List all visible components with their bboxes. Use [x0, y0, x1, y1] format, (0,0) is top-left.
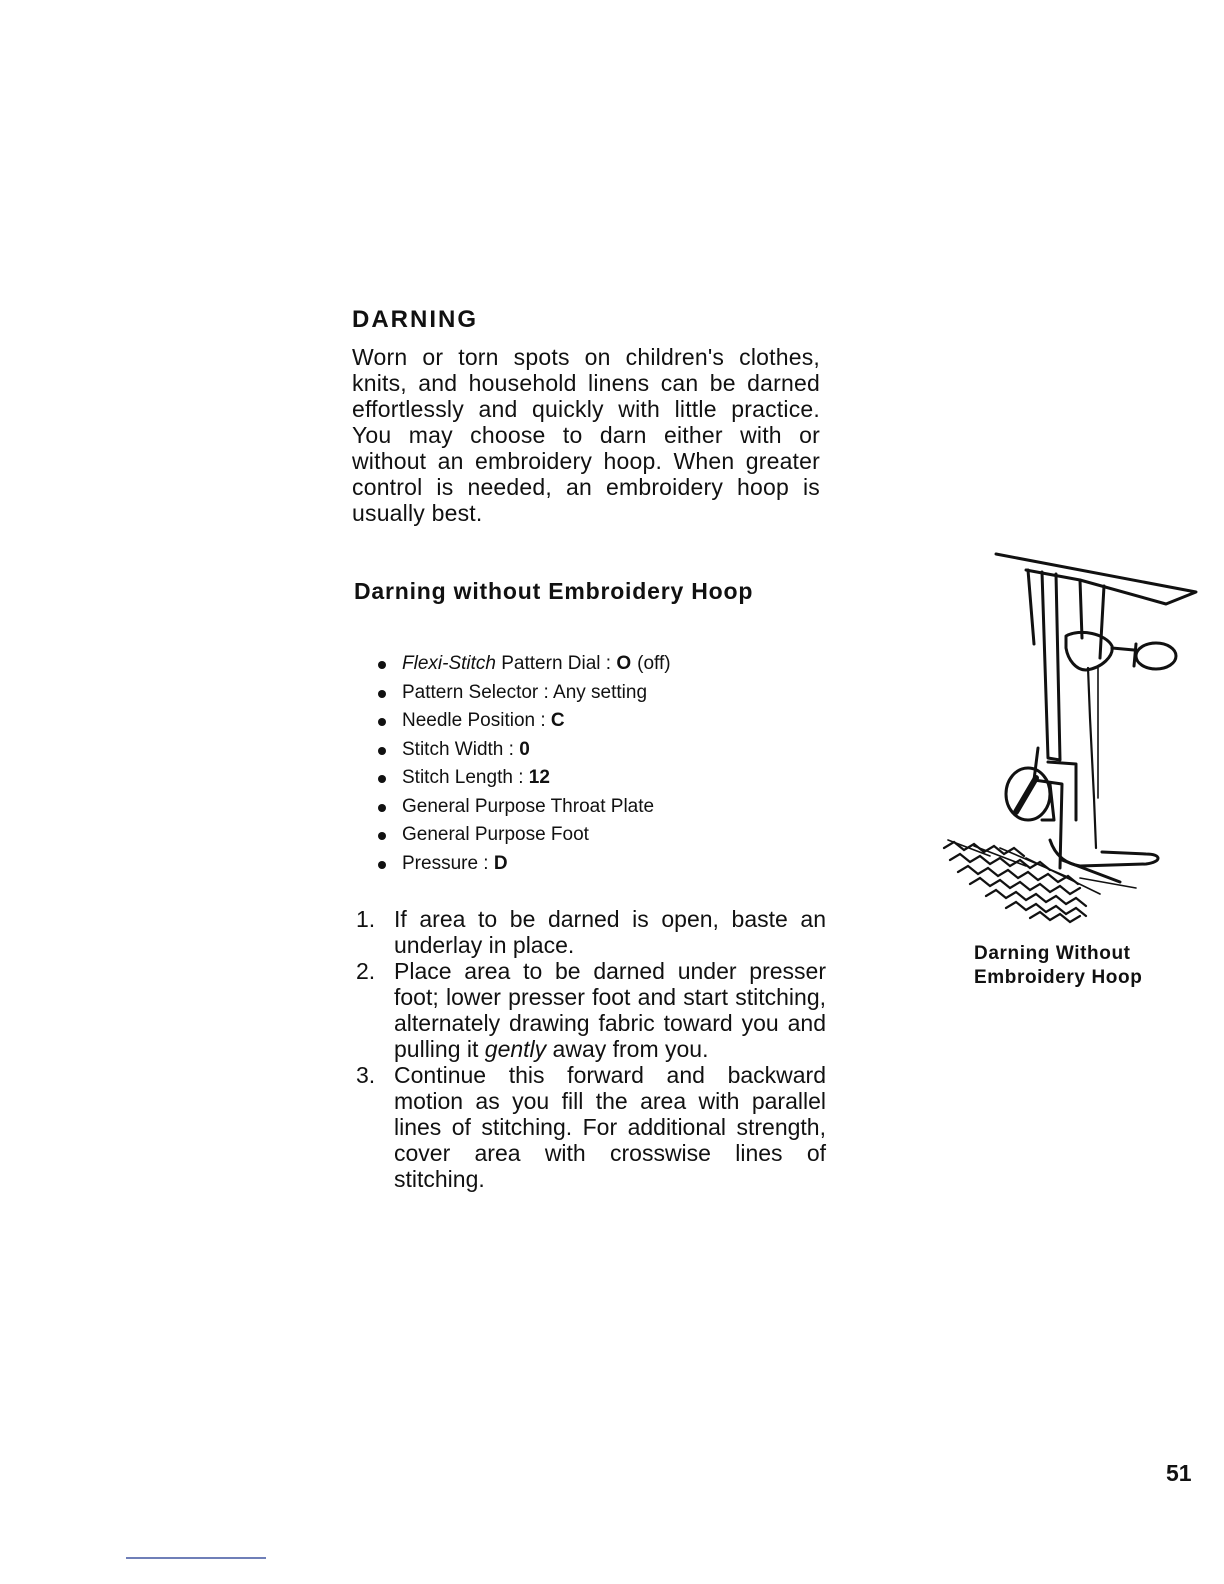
- bullet-icon: [378, 861, 386, 869]
- step-text-before: Place area to be darned under presser foot; lower presser foot and start stitching, alternately drawing fabric toward you and pulling it: [394, 958, 826, 1062]
- step-3: [356, 1062, 826, 1192]
- setting-pressure: [376, 850, 671, 879]
- setting-value: O: [616, 653, 632, 674]
- caption-line-1: Darning Without: [974, 943, 1131, 964]
- step-text: If area to be darned is open, baste an underlay in place.: [394, 906, 826, 958]
- step-text: Continue this forward and backward motion as you fill the area with parallel lines of stitching. For additional strength, cover area with crosswise lines of stitching.: [394, 1062, 826, 1192]
- setting-value: D: [493, 852, 508, 874]
- step-number: 3.: [356, 1062, 376, 1088]
- needle: [1088, 668, 1096, 848]
- setting-stitch-width: [376, 736, 671, 765]
- bullet-icon: [378, 690, 386, 698]
- step-text-emphasis: gently: [484, 1036, 547, 1062]
- settings-list: [376, 650, 671, 878]
- steps-list: [356, 906, 826, 1192]
- setting-label: Pressure :: [402, 852, 494, 874]
- bullet-icon: [378, 718, 386, 726]
- intro-paragraph: Worn or torn spots on children's clothes, knits, and household linens can be darned effortlessly and quickly with little practice. You may choose to darn either with or without an embroidery hoop. When greater control is needed, an embroidery hoop is usually best.: [352, 344, 820, 526]
- setting-pattern-dial: [376, 650, 671, 679]
- setting-label: Pattern Selector : Any setting: [402, 681, 648, 703]
- setting-value: 0: [519, 738, 530, 760]
- bullet-icon: [378, 804, 386, 812]
- setting-throat-plate: [376, 793, 671, 822]
- setting-label: General Purpose Throat Plate: [402, 795, 655, 817]
- footer-rule: [126, 1557, 266, 1559]
- machine-arm: [996, 554, 1196, 604]
- presser-bar: [1042, 572, 1060, 760]
- setting-label: Stitch Length :: [402, 767, 529, 788]
- step-number: 2.: [356, 958, 376, 984]
- setting-needle-position: [376, 707, 671, 736]
- step-number: 1.: [356, 906, 376, 932]
- bullet-icon: [378, 661, 386, 669]
- setting-label: General Purpose Foot: [402, 824, 589, 845]
- setting-foot: [376, 821, 671, 850]
- step-1: [356, 906, 826, 958]
- subsection-title: Darning without Embroidery Hoop: [354, 578, 754, 604]
- step-2: [356, 958, 826, 1062]
- setting-label: Stitch Width :: [402, 738, 520, 760]
- section-title: DARNING: [352, 306, 478, 333]
- setting-label: Pattern Dial :: [495, 653, 617, 674]
- page-number: 51: [1166, 1460, 1192, 1486]
- setting-value: C: [550, 710, 565, 731]
- step-text-after: away from you.: [546, 1036, 709, 1062]
- setting-stitch-length: [376, 764, 671, 793]
- darning-illustration: [930, 548, 1202, 928]
- setting-label: Needle Position :: [402, 710, 551, 731]
- setting-value: 12: [528, 767, 550, 788]
- bullet-icon: [378, 832, 386, 840]
- caption-line-2: Embroidery Hoop: [974, 967, 1143, 988]
- setting-suffix: (off): [637, 653, 671, 674]
- setting-label-italic: Flexi-Stitch: [402, 653, 496, 674]
- bullet-icon: [378, 747, 386, 755]
- setting-pattern-selector: [376, 679, 671, 708]
- figure-caption: [974, 942, 1142, 990]
- bullet-icon: [378, 775, 386, 783]
- needle-clamp: [1066, 632, 1112, 670]
